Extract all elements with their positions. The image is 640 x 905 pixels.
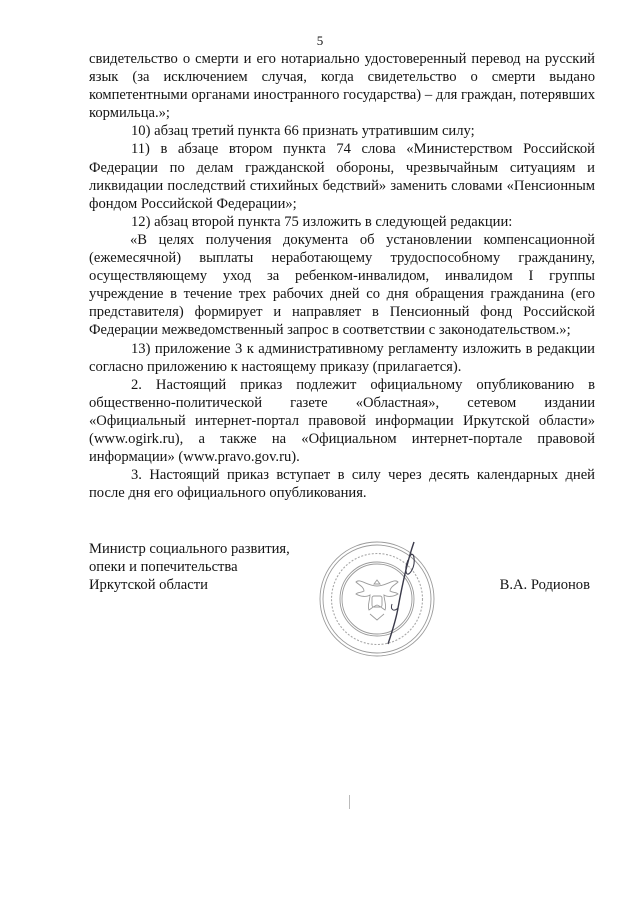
signature-block [89, 540, 599, 660]
paragraph-quoted-text: «В целях получения документа об установлении компенсационной (ежемесячной) выплаты неработающему трудоспособному гражданину, осуществляющему уход за ребенком-инвалидом, инвалидом I группы учреждение в течение трех рабочих дней со дня обращения гражданина (его представителя) формирует и направляет в Пенсионный фонд Российской Федерации межведомственный запрос в соответствии с законодательством.»; [89, 231, 595, 339]
paragraph-item-11: 11) в абзаце втором пункта 74 слова «Министерством Российской Федерации по делам гражданской обороны, чрезвычайным ситуациям и ликвидации последствий стихийных бедствий» заменить словами «Пенсионным фондом Российской Федерации»; [89, 141, 595, 212]
signer-position: Министр социального развития, опеки и попечительства Иркутской области [89, 541, 290, 594]
paragraph-item-13: 13) приложение 3 к административному регламенту изложить в редакции согласно приложению к настоящему приказу (прилагается). [89, 340, 595, 375]
official-seal-image [318, 540, 436, 658]
document-body [89, 50, 595, 502]
paragraph-item-10: 10) абзац третий пункта 66 признать утратившим силу; [131, 123, 475, 140]
paragraph-clause-3: 3. Настоящий приказ вступает в силу через десять календарных дней после дня его официального опубликования. [89, 467, 595, 502]
scan-mark [349, 795, 354, 809]
paragraph-clause-2: 2. Настоящий приказ подлежит официальному опубликованию в общественно-политической газете «Областная», сетевом издании «Официальный интернет-портал правовой информации Иркутской области» (www.ogirk.ru), а также на «Официальном интернет-портале правовой информации» (www.pravo.gov.ru). [89, 376, 595, 466]
paragraph-item-12: 12) абзац второй пункта 75 изложить в следующей редакции: [131, 213, 513, 230]
page-number: 5 [316, 33, 324, 48]
signer-name: В.А. Родионов [499, 577, 590, 593]
paragraph-continuation: свидетельство о смерти и его нотариально удостоверенный перевод на русский язык (за исключением случая, когда свидетельство о смерти выдано компетентными органами иностранного государства) – для граждан, потерявших кормильца.»; [89, 51, 595, 122]
